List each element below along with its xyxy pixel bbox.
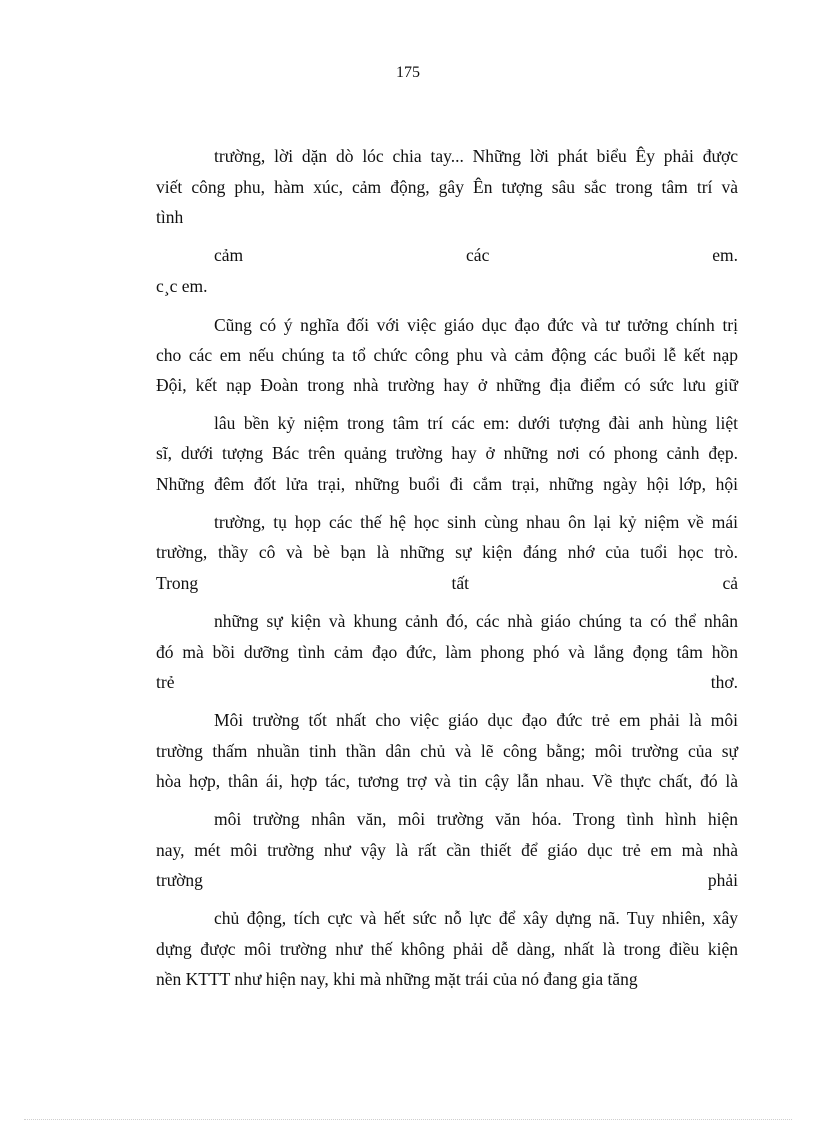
text-line: Cũng có ý nghĩa đối với việc giáo dục đạo đức và tư tưởng chính trị	[214, 315, 738, 335]
text-line: đó mà bồi dưỡng tình cảm đạo đức, làm phong phó và lắng đọng tâm hồn	[156, 642, 738, 662]
text-line: cho các em nếu chúng ta tổ chức công phu và cảm động các buổi lễ kết nạp	[156, 345, 738, 365]
text-line: Đội, kết nạp Đoàn trong nhà trường hay ở những địa điểm có sức lưu giữ	[156, 375, 738, 395]
spread-word: em.	[712, 245, 738, 265]
text-line: viết công phu, hàm xúc, cảm động, gây Ên tượng sâu sắc trong tâm trí và	[156, 177, 738, 197]
spread-line	[156, 671, 738, 693]
text-line: tình	[156, 207, 184, 227]
text-line: môi trường nhân văn, môi trường văn hóa. Trong tình hình hiện	[214, 809, 738, 829]
spread-line	[156, 572, 738, 594]
text-line: sĩ, dưới tượng Bác trên quảng trường hay ở những nơi có phong cảnh đẹp.	[156, 443, 738, 463]
spread-word: trường	[156, 870, 203, 890]
text-line: Môi trường tốt nhất cho việc giáo dục đạo đức trẻ em phải là môi	[214, 710, 738, 730]
spread-word: phải	[707, 870, 738, 890]
text-line: trường, thầy cô và bè bạn là những sự kiện đáng nhớ của tuổi học trò.	[156, 542, 738, 562]
text-line: những sự kiện và khung cảnh đó, các nhà giáo chúng ta có thể nhân	[214, 611, 738, 631]
page-number: 175	[396, 64, 420, 81]
spread-word: thơ.	[710, 672, 738, 692]
text-line: trường, lời dặn dò lóc chia tay... Những lời phát biểu Êy phải được	[214, 146, 738, 166]
text-line: trường thấm nhuần tinh thần dân chủ và lẽ công bằng; môi trường của sự	[156, 741, 738, 761]
spread-line	[156, 869, 738, 891]
text-line: Những đêm đốt lửa trại, những buổi đi cắm trại, những ngày hội lớp, hội	[156, 474, 738, 494]
spread-word: cả	[722, 573, 738, 593]
spread-word: tất	[451, 573, 470, 593]
text-line: trường, tụ họp các thế hệ học sinh cùng nhau ôn lại kỷ niệm về mái	[214, 512, 738, 532]
text-line: nền KTTT như hiện nay, khi mà những mặt trái của nó đang gia tăng	[156, 969, 638, 989]
text-line: nay, mét môi trường như vậy là rất cần thiết để giáo dục trẻ em mà nhà	[156, 840, 738, 860]
spread-word: trẻ	[156, 672, 175, 692]
page-bottom-rule	[24, 1119, 792, 1120]
text-line: dựng được môi trường như thế không phải dễ dàng, nhất là trong điều kiện	[156, 939, 738, 959]
text-line: hòa hợp, thân ái, hợp tác, tương trợ và tin cậy lẫn nhau. Về thực chất, đó là	[156, 771, 738, 791]
spread-line	[214, 244, 738, 266]
text-line: chủ động, tích cực và hết sức nỗ lực để xây dựng nã. Tuy nhiên, xây	[214, 908, 738, 928]
text-line: lâu bền kỷ niệm trong tâm trí các em: dưới tượng đài anh hùng liệt	[214, 413, 738, 433]
spread-word: Trong	[156, 573, 199, 593]
spread-word: cảm	[214, 245, 244, 265]
spread-word: các	[466, 245, 490, 265]
text-line: c¸c em.	[156, 276, 208, 296]
